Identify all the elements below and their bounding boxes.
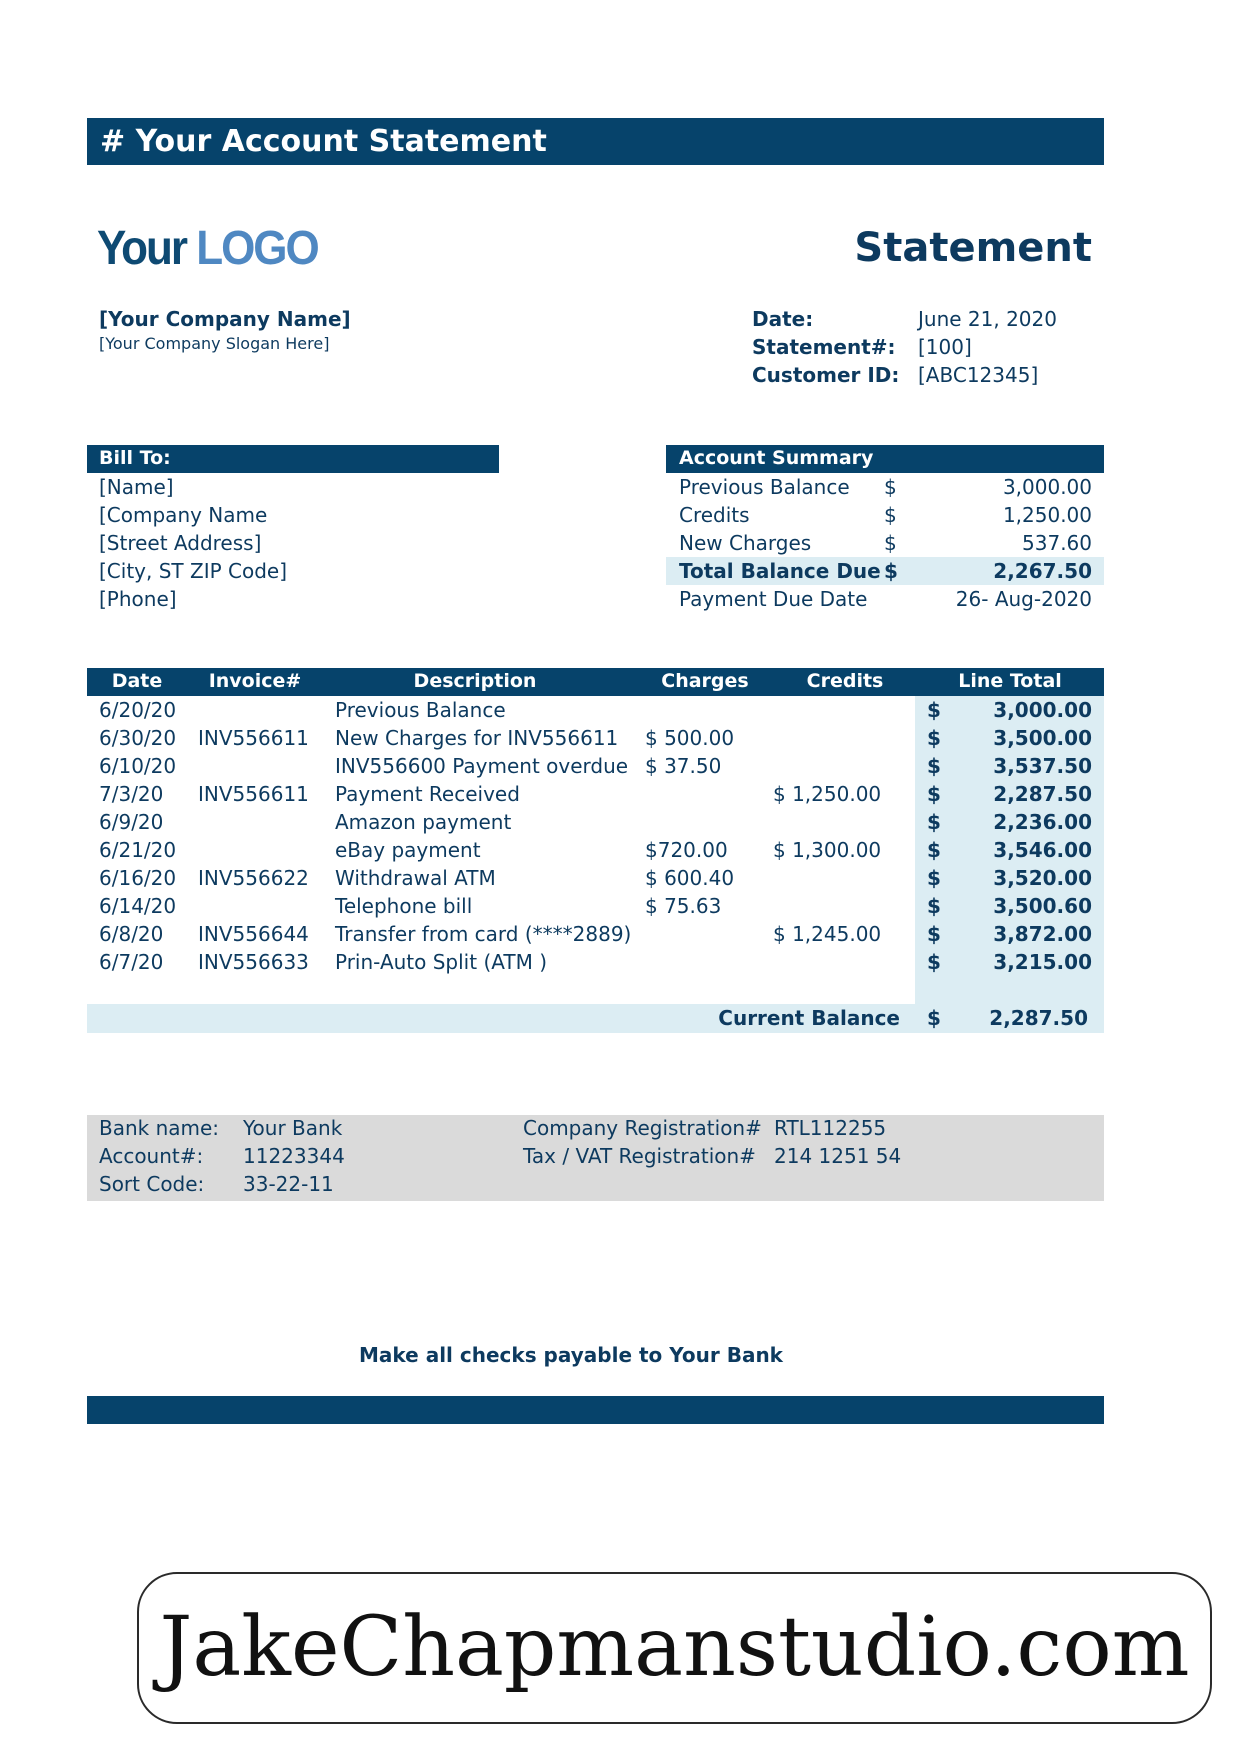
row-description: Withdrawal ATM bbox=[335, 866, 496, 890]
vat-registration-label: Tax / VAT Registration# bbox=[523, 1144, 756, 1168]
col-line-total: Line Total bbox=[958, 670, 1062, 692]
row-line-total: 3,000.00 bbox=[993, 698, 1092, 722]
row-description: Previous Balance bbox=[335, 698, 506, 722]
statement-title: # Your Account Statement bbox=[100, 124, 547, 159]
current-balance-row bbox=[87, 1004, 1104, 1033]
row-currency: $ bbox=[927, 726, 941, 750]
bill-to-title: Bill To: bbox=[99, 447, 171, 469]
row-line-total: 3,546.00 bbox=[993, 838, 1092, 862]
date-value: June 21, 2020 bbox=[918, 307, 1057, 331]
document-heading: Statement bbox=[854, 225, 1092, 271]
row-invoice: INV556644 bbox=[198, 922, 309, 946]
summary-label: New Charges bbox=[679, 531, 812, 555]
bottom-bar bbox=[87, 1396, 1104, 1424]
account-number-value: 11223344 bbox=[243, 1144, 345, 1168]
total-balance-due-currency: $ bbox=[884, 559, 898, 583]
row-charges: $ 600.40 bbox=[645, 866, 735, 890]
current-balance-currency: $ bbox=[927, 1006, 941, 1030]
row-currency: $ bbox=[927, 698, 941, 722]
row-description: Prin-Auto Split (ATM ) bbox=[335, 950, 548, 974]
sort-code-label: Sort Code: bbox=[99, 1172, 205, 1196]
total-balance-due-value: 2,267.50 bbox=[993, 559, 1092, 583]
row-credits: $ 1,250.00 bbox=[773, 782, 882, 806]
row-line-total: 3,520.00 bbox=[993, 866, 1092, 890]
row-date: 7/3/20 bbox=[99, 782, 164, 806]
company-name: [Your Company Name] bbox=[99, 307, 351, 331]
company-registration-value: RTL112255 bbox=[774, 1116, 887, 1140]
date-label: Date: bbox=[752, 307, 814, 331]
row-charges: $ 75.63 bbox=[645, 894, 722, 918]
row-date: 6/7/20 bbox=[99, 950, 164, 974]
row-description: INV556600 Payment overdue bbox=[335, 754, 629, 778]
row-line-total: 3,500.60 bbox=[993, 894, 1092, 918]
account-number-label: Account#: bbox=[99, 1144, 204, 1168]
row-currency: $ bbox=[927, 894, 941, 918]
col-date: Date bbox=[111, 670, 163, 692]
row-line-total: 3,872.00 bbox=[993, 922, 1092, 946]
row-line-total: 3,500.00 bbox=[993, 726, 1092, 750]
row-description: Payment Received bbox=[335, 782, 520, 806]
row-line-total: 3,215.00 bbox=[993, 950, 1092, 974]
customer-id-label: Customer ID: bbox=[752, 363, 900, 387]
row-charges: $ 37.50 bbox=[645, 754, 722, 778]
row-invoice: INV556611 bbox=[198, 726, 309, 750]
bill-to-street: [Street Address] bbox=[99, 531, 262, 555]
summary-label: Previous Balance bbox=[679, 475, 850, 499]
row-line-total: 2,287.50 bbox=[993, 782, 1092, 806]
summary-label: Credits bbox=[679, 503, 750, 527]
summary-value: 1,250.00 bbox=[1002, 503, 1092, 527]
row-date: 6/8/20 bbox=[99, 922, 164, 946]
row-description: Amazon payment bbox=[335, 810, 512, 834]
bill-to-phone: [Phone] bbox=[99, 587, 177, 611]
col-charges: Charges bbox=[661, 670, 749, 692]
row-currency: $ bbox=[927, 754, 941, 778]
row-date: 6/14/20 bbox=[99, 894, 177, 918]
bank-name-value: Your Bank bbox=[243, 1116, 343, 1140]
row-description: Transfer from card (****2889) bbox=[335, 922, 632, 946]
bill-to-company: [Company Name bbox=[99, 503, 268, 527]
total-balance-due-label: Total Balance Due bbox=[679, 559, 881, 583]
row-charges: $ 500.00 bbox=[645, 726, 735, 750]
row-description: Telephone bill bbox=[335, 894, 473, 918]
row-date: 6/21/20 bbox=[99, 838, 177, 862]
statement-number-value: [100] bbox=[918, 335, 972, 359]
row-description: New Charges for INV556611 bbox=[335, 726, 619, 750]
payment-due-date-label: Payment Due Date bbox=[679, 587, 868, 611]
row-currency: $ bbox=[927, 950, 941, 974]
row-currency: $ bbox=[927, 782, 941, 806]
row-invoice: INV556611 bbox=[198, 782, 309, 806]
payment-instruction: Make all checks payable to Your Bank bbox=[359, 1343, 783, 1367]
company-registration-label: Company Registration# bbox=[523, 1116, 762, 1140]
current-balance-label: Current Balance bbox=[718, 1006, 900, 1030]
logo-word-1: Your bbox=[97, 220, 186, 275]
summary-currency: $ bbox=[884, 503, 897, 527]
row-description: eBay payment bbox=[335, 838, 481, 862]
col-description: Description bbox=[413, 670, 537, 692]
col-invoice: Invoice# bbox=[208, 670, 302, 692]
bill-to-city: [City, ST ZIP Code] bbox=[99, 559, 288, 583]
bill-to-name: [Name] bbox=[99, 475, 174, 499]
summary-currency: $ bbox=[884, 475, 897, 499]
row-date: 6/16/20 bbox=[99, 866, 177, 890]
summary-value: 537.60 bbox=[1022, 531, 1092, 555]
payment-due-date-value: 26- Aug-2020 bbox=[955, 587, 1092, 611]
vat-registration-value: 214 1251 54 bbox=[774, 1144, 902, 1168]
statement-number-label: Statement#: bbox=[752, 335, 896, 359]
row-currency: $ bbox=[927, 810, 941, 834]
logo-word-2: LOGO bbox=[196, 220, 318, 275]
row-invoice: INV556622 bbox=[198, 866, 309, 890]
summary-value: 3,000.00 bbox=[1002, 475, 1092, 499]
row-invoice: INV556633 bbox=[198, 950, 309, 974]
row-credits: $ 1,300.00 bbox=[773, 838, 882, 862]
row-date: 6/30/20 bbox=[99, 726, 177, 750]
sort-code-value: 33-22-11 bbox=[243, 1172, 334, 1196]
customer-id-value: [ABC12345] bbox=[918, 363, 1039, 387]
company-slogan: [Your Company Slogan Here] bbox=[99, 334, 330, 353]
summary-currency: $ bbox=[884, 531, 897, 555]
row-date: 6/9/20 bbox=[99, 810, 164, 834]
row-credits: $ 1,245.00 bbox=[773, 922, 882, 946]
row-currency: $ bbox=[927, 838, 941, 862]
col-credits: Credits bbox=[806, 670, 884, 692]
company-logo bbox=[97, 222, 318, 275]
row-line-total: 2,236.00 bbox=[993, 810, 1092, 834]
current-balance-value: 2,287.50 bbox=[989, 1006, 1088, 1030]
row-line-total: 3,537.50 bbox=[993, 754, 1092, 778]
row-date: 6/20/20 bbox=[99, 698, 177, 722]
account-summary-title: Account Summary bbox=[679, 447, 874, 469]
bank-name-label: Bank name: bbox=[99, 1116, 220, 1140]
row-charges: $720.00 bbox=[645, 838, 728, 862]
row-currency: $ bbox=[927, 866, 941, 890]
row-date: 6/10/20 bbox=[99, 754, 177, 778]
row-currency: $ bbox=[927, 922, 941, 946]
watermark-text: JakeChapmanstudio.com bbox=[159, 1600, 1190, 1695]
